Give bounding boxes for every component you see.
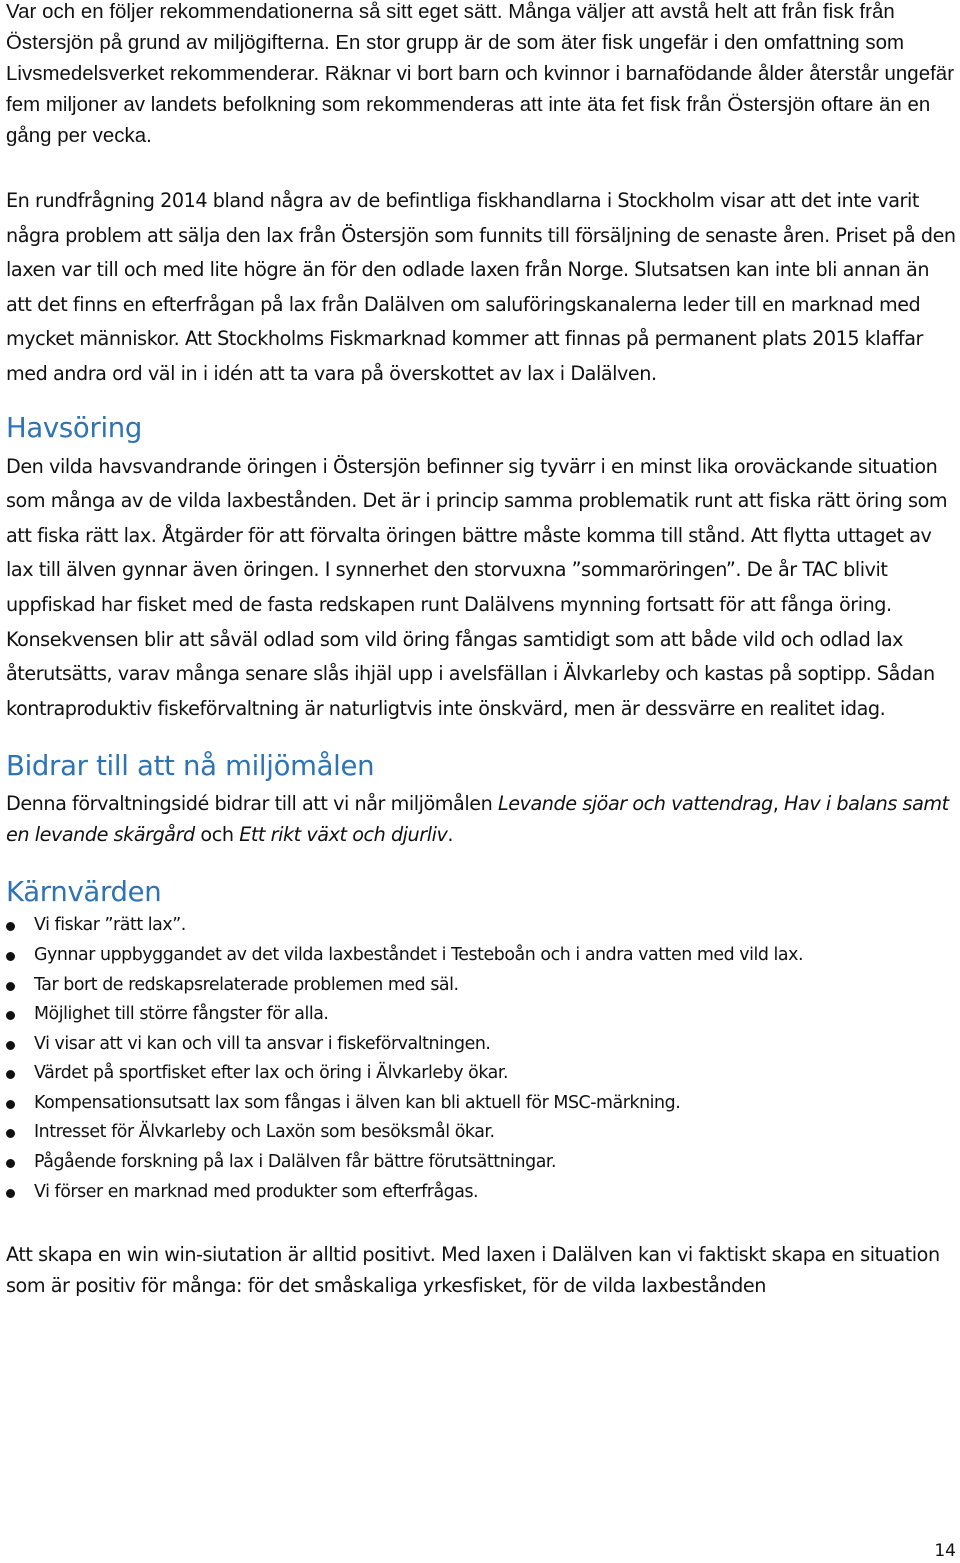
miljomal-separator: och	[194, 823, 240, 847]
heading-karnvarden: Kärnvärden	[6, 876, 162, 909]
bullet-icon	[6, 1011, 15, 1020]
bullet-icon	[6, 1100, 15, 1109]
list-item	[6, 1030, 956, 1060]
list-item	[6, 1059, 956, 1089]
core-values-list	[6, 911, 956, 1207]
list-item	[6, 1178, 956, 1208]
list-item-text: Tar bort de redskapsrelaterade problemen med säl.	[34, 974, 459, 995]
list-item	[6, 911, 956, 941]
miljomal-goal-lakes: Levande sjöar och vattendrag	[497, 792, 773, 816]
miljomal-goal-sea: Hav i balans samt en levande skärgård	[6, 792, 949, 847]
bullet-icon	[6, 1189, 15, 1198]
paragraph-fish-consumption: Var och en följer rekommendationerna så sitt eget sätt. Många väljer att avstå helt att från fisk från Östersjön på grund av miljögifterna. En stor grupp är de som äter fisk ungefär i den omfattning som Livsmedelsverket rekommenderar. Räknar vi bort barn och kvinnor i barnafödande ålder återstår ungefär fem miljoner av landets befolkning som rekommenderas att inte äta fet fisk från Östersjön oftare än en gång per vecka.	[6, 1, 955, 147]
list-item	[6, 1089, 956, 1119]
list-item-text: Pågående forskning på lax i Dalälven får bättre förutsättningar.	[34, 1152, 557, 1173]
miljomal-goal-wildlife: Ett rikt växt och djurliv	[239, 823, 448, 847]
list-item-text: Vi förser en marknad med produkter som efterfrågas.	[34, 1181, 479, 1202]
heading-havsoring: Havsöring	[6, 411, 143, 444]
list-item	[6, 1000, 956, 1030]
page-number: 14	[934, 1541, 956, 1561]
paragraph-miljomal	[6, 788, 956, 850]
miljomal-separator: ,	[772, 792, 785, 816]
bullet-icon	[6, 1129, 15, 1138]
document-page	[6, 0, 956, 1301]
bullet-icon	[6, 1159, 15, 1168]
paragraph-closing: Att skapa en win win-siutation är alltid positivt. Med laxen i Dalälven kan vi faktiskt skapa en situation som är positiv för många: för det småskaliga yrkesfisket, för de vilda laxbestånden	[6, 1243, 940, 1298]
list-item-text: Gynnar uppbyggandet av det vilda laxbeståndet i Testeboån och i andra vatten med vild lax.	[34, 944, 804, 965]
bullet-icon	[6, 982, 15, 991]
list-item-text: Intresset för Älvkarleby och Laxön som besöksmål ökar.	[34, 1122, 495, 1143]
heading-miljomal: Bidrar till att nå miljömålen	[6, 750, 375, 783]
paragraph-havsoring: Den vilda havsvandrande öringen i Östersjön befinner sig tyvärr i en minst lika oroväckande situation som många av de vilda laxbestånden. Det är i princip samma problematik runt att fiska rätt öring som att fiska rätt lax. Åtgärder för att förvalta öringen bättre måste komma till stånd. Att flytta uttaget av lax till älven gynnar även öringen. I synnerhet den storvuxna ”sommaröringen”. De år TAC blivit uppfiskad har fisket med de fasta redskapen runt Dalälvens mynning fortsatt för att fånga öring. Konsekvensen blir att såväl odlad som vild öring fångas samtidigt som att både vild och odlad lax återutsätts, varav många senare slås ihjäl upp i avelsfällan i Älvkarleby och kastas på soptipp. Sådan kontraproduktiv fiskeförvaltning är naturligtvis inte önskvärd, men är dessvärre en realitet idag.	[6, 454, 948, 720]
bullet-icon	[6, 1041, 15, 1050]
list-item-text: Värdet på sportfisket efter lax och öring i Älvkarleby ökar.	[34, 1063, 509, 1084]
list-item-text: Vi visar att vi kan och vill ta ansvar i fiskeförvaltningen.	[34, 1033, 491, 1054]
bullet-icon	[6, 1070, 15, 1079]
list-item	[6, 971, 956, 1001]
bullet-icon	[6, 922, 15, 931]
list-item-text: Vi fiskar ”rätt lax”.	[34, 915, 186, 936]
list-item	[6, 1148, 956, 1178]
list-item-text: Kompensationsutsatt lax som fångas i älven kan bli aktuell för MSC-märkning.	[34, 1092, 681, 1113]
list-item	[6, 941, 956, 971]
miljomal-intro-text: Denna förvaltningsidé bidrar till att vi når miljömålen	[6, 792, 498, 816]
list-item-text: Möjlighet till större fångster för alla.	[34, 1004, 329, 1025]
list-item	[6, 1118, 956, 1148]
miljomal-end: .	[447, 823, 454, 847]
bullet-icon	[6, 952, 15, 961]
paragraph-fish-market-survey: En rundfrågning 2014 bland några av de befintliga fiskhandlarna i Stockholm visar att det inte varit några problem att sälja den lax från Östersjön som funnits till försäljning de senaste åren. Priset på den laxen var till och med lite högre än för den odlade laxen från Norge. Slutsatsen kan inte bli annan än att det finns en efterfrågan på lax från Dalälven om saluföringskanalerna leder till en marknad med mycket människor. Att Stockholms Fiskmarknad kommer att finnas på permanent plats 2015 klaffar med andra ord väl in i idén att ta vara på överskottet av lax i Dalälven.	[6, 189, 956, 385]
